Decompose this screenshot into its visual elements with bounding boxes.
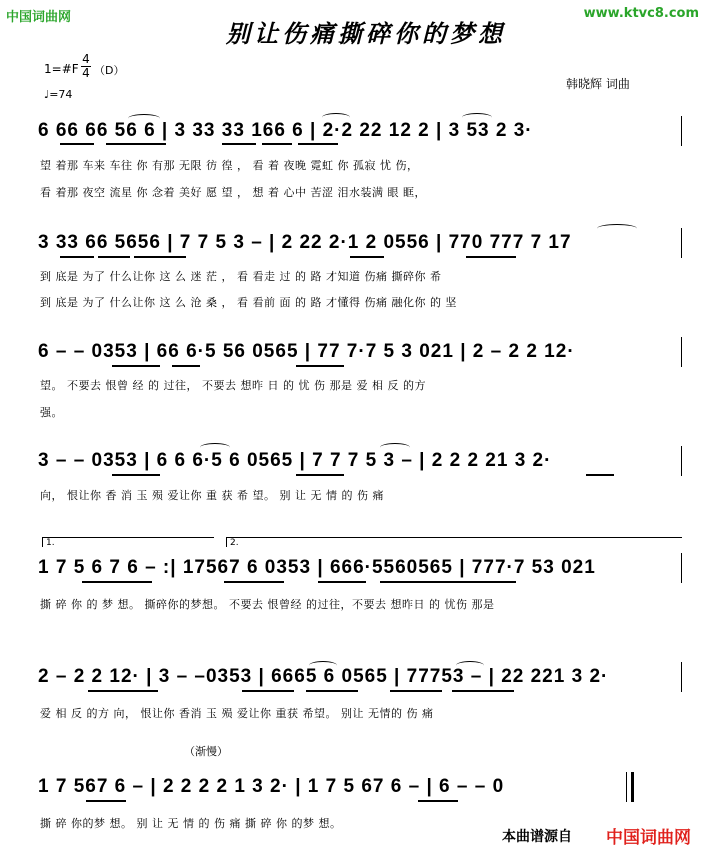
watermark-left: 中国词曲网 xyxy=(6,10,72,25)
time-top: 4 xyxy=(82,52,90,66)
brand-watermark: 中国词曲网 xyxy=(606,828,691,848)
underline xyxy=(224,581,284,583)
barline xyxy=(681,337,682,367)
underline xyxy=(172,365,200,367)
underline xyxy=(222,143,256,145)
final-barline-thin xyxy=(626,772,627,802)
notation-line-1: 6 66 66 56 6 | 3 33 33 166 6 | 2·2 22 12 2 | 3 53 2 3· xyxy=(38,120,533,141)
notation-line-5: 1 7 5 6 7 6 – :| 17567 6 0353 | 666·5560565 | 777·7 53 021 xyxy=(38,557,596,578)
underline xyxy=(390,690,442,692)
underline xyxy=(296,474,344,476)
barline xyxy=(681,662,682,692)
underline xyxy=(242,690,294,692)
watermark-right: www.ktvc8.com xyxy=(583,6,699,21)
underline xyxy=(418,800,458,802)
underline xyxy=(82,581,152,583)
tie xyxy=(128,114,160,123)
volta-1-bracket xyxy=(42,537,214,538)
underline xyxy=(452,690,514,692)
time-bottom: 4 xyxy=(82,66,90,80)
underline xyxy=(134,256,186,258)
underline xyxy=(298,143,338,145)
underline xyxy=(586,474,614,476)
key-signature xyxy=(44,62,79,76)
lyric-line-1b: 看 着那 夜空 流星 你 念着 美好 愿 望 ， 想 着 心中 苦涩 泪水装满 眼 眶， xyxy=(40,186,426,199)
tie xyxy=(322,113,350,122)
composer-credit: 韩晓辉 词曲 xyxy=(566,77,630,91)
lyric-line-2a: 到 底是 为了 什么让你 这 么 迷 茫 ， 看 看走 过 的 路 才知道 伤痛 撕碎你 希 xyxy=(40,270,442,283)
underline xyxy=(98,256,130,258)
volta-2-edge xyxy=(226,537,227,547)
underline xyxy=(296,365,344,367)
underline xyxy=(380,581,516,583)
tempo-change: （渐慢） xyxy=(184,745,228,758)
tie xyxy=(597,224,637,233)
tie xyxy=(380,443,410,452)
tie xyxy=(200,443,230,452)
underline xyxy=(318,581,366,583)
underline xyxy=(466,256,516,258)
time-signature xyxy=(81,53,91,80)
underline xyxy=(262,143,292,145)
source-label: 本曲谱源自 xyxy=(502,829,572,845)
underline xyxy=(86,800,126,802)
lyric-line-3a: 望。 不要去 恨曾 经 的 过往， 不要去 想昨 日 的 忧 伤 那是 爱 相 反 的方 xyxy=(40,379,426,392)
lyric-line-1a: 望 着那 车来 车往 你 有那 无限 彷 徨 ， 看 着 夜晚 霓虹 你 孤寂 忧 伤， xyxy=(40,159,419,172)
lyric-line-5a: 撕 碎 你 的 梦 想。 撕碎你的梦想。 不要去 恨曾经 的过往，不要去 想昨日 的 忧伤 那是 xyxy=(40,598,495,611)
volta-1-edge xyxy=(42,537,43,547)
volta-1-label: 1. xyxy=(46,538,55,548)
underline xyxy=(60,143,94,145)
underline xyxy=(88,690,158,692)
lyric-line-6a: 爱 相 反 的方 向， 恨让你 香消 玉 殒 爱让你 重获 希望。 别让 无情的 伤 痛 xyxy=(40,707,434,720)
notation-line-6: 2 – 2 2 12· | 3 – –0353 | 6665 6 0565 | 77753 – | 22 221 3 2· xyxy=(38,666,609,687)
barline xyxy=(681,446,682,476)
tempo-marking: ♩=74 xyxy=(44,88,73,101)
tie xyxy=(462,113,492,122)
underline xyxy=(60,256,94,258)
underline xyxy=(106,143,140,145)
lyric-line-4a: 向， 恨让你 香 消 玉 殒 爱让你 重 获 希 望。 别 让 无 情 的 伤 痛 xyxy=(40,489,384,502)
lyric-line-7a: 撕 碎 你的梦 想。 别 让 无 情 的 伤 痛 撕 碎 你 的梦 想。 xyxy=(40,817,342,830)
underline xyxy=(112,365,160,367)
underline xyxy=(350,256,384,258)
lyric-line-2b: 到 底是 为了 什么让你 这 么 沧 桑 ， 看 看前 面 的 路 才懂得 伤痛 融化你 的 坚 xyxy=(40,296,457,309)
volta-2-bracket xyxy=(226,537,682,538)
barline xyxy=(681,228,682,258)
lyric-line-3b: 强。 xyxy=(40,406,63,419)
barline xyxy=(681,116,682,146)
underline xyxy=(306,690,358,692)
tie xyxy=(309,661,337,670)
notation-line-3: 6 – – 0353 | 66 6·5 56 0565 | 77 7·7 5 3 021 | 2 – 2 2 12· xyxy=(38,341,575,362)
underline xyxy=(140,143,166,145)
key-note: （D） xyxy=(94,64,125,77)
volta-2-label: 2. xyxy=(230,538,239,548)
song-title: 别让伤痛撕碎你的梦想 xyxy=(226,19,506,48)
notation-line-4: 3 – – 0353 | 6 6 6·5 6 0565 | 7 7 7 5 3 – | 2 2 2 21 3 2· xyxy=(38,450,552,471)
barline xyxy=(681,553,682,583)
tie xyxy=(456,661,484,670)
final-barline xyxy=(631,772,634,802)
notation-line-7: 1 7 567 6 – | 2 2 2 2 1 3 2· | 1 7 5 67 6 – | 6 – – 0 xyxy=(38,776,505,797)
key-label: 1=#F xyxy=(44,62,79,76)
underline xyxy=(112,474,160,476)
notation-line-2: 3 33 66 5656 | 7 7 5 3 – | 2 22 2·1 2 0556 | 770 777 7 17 xyxy=(38,232,572,253)
